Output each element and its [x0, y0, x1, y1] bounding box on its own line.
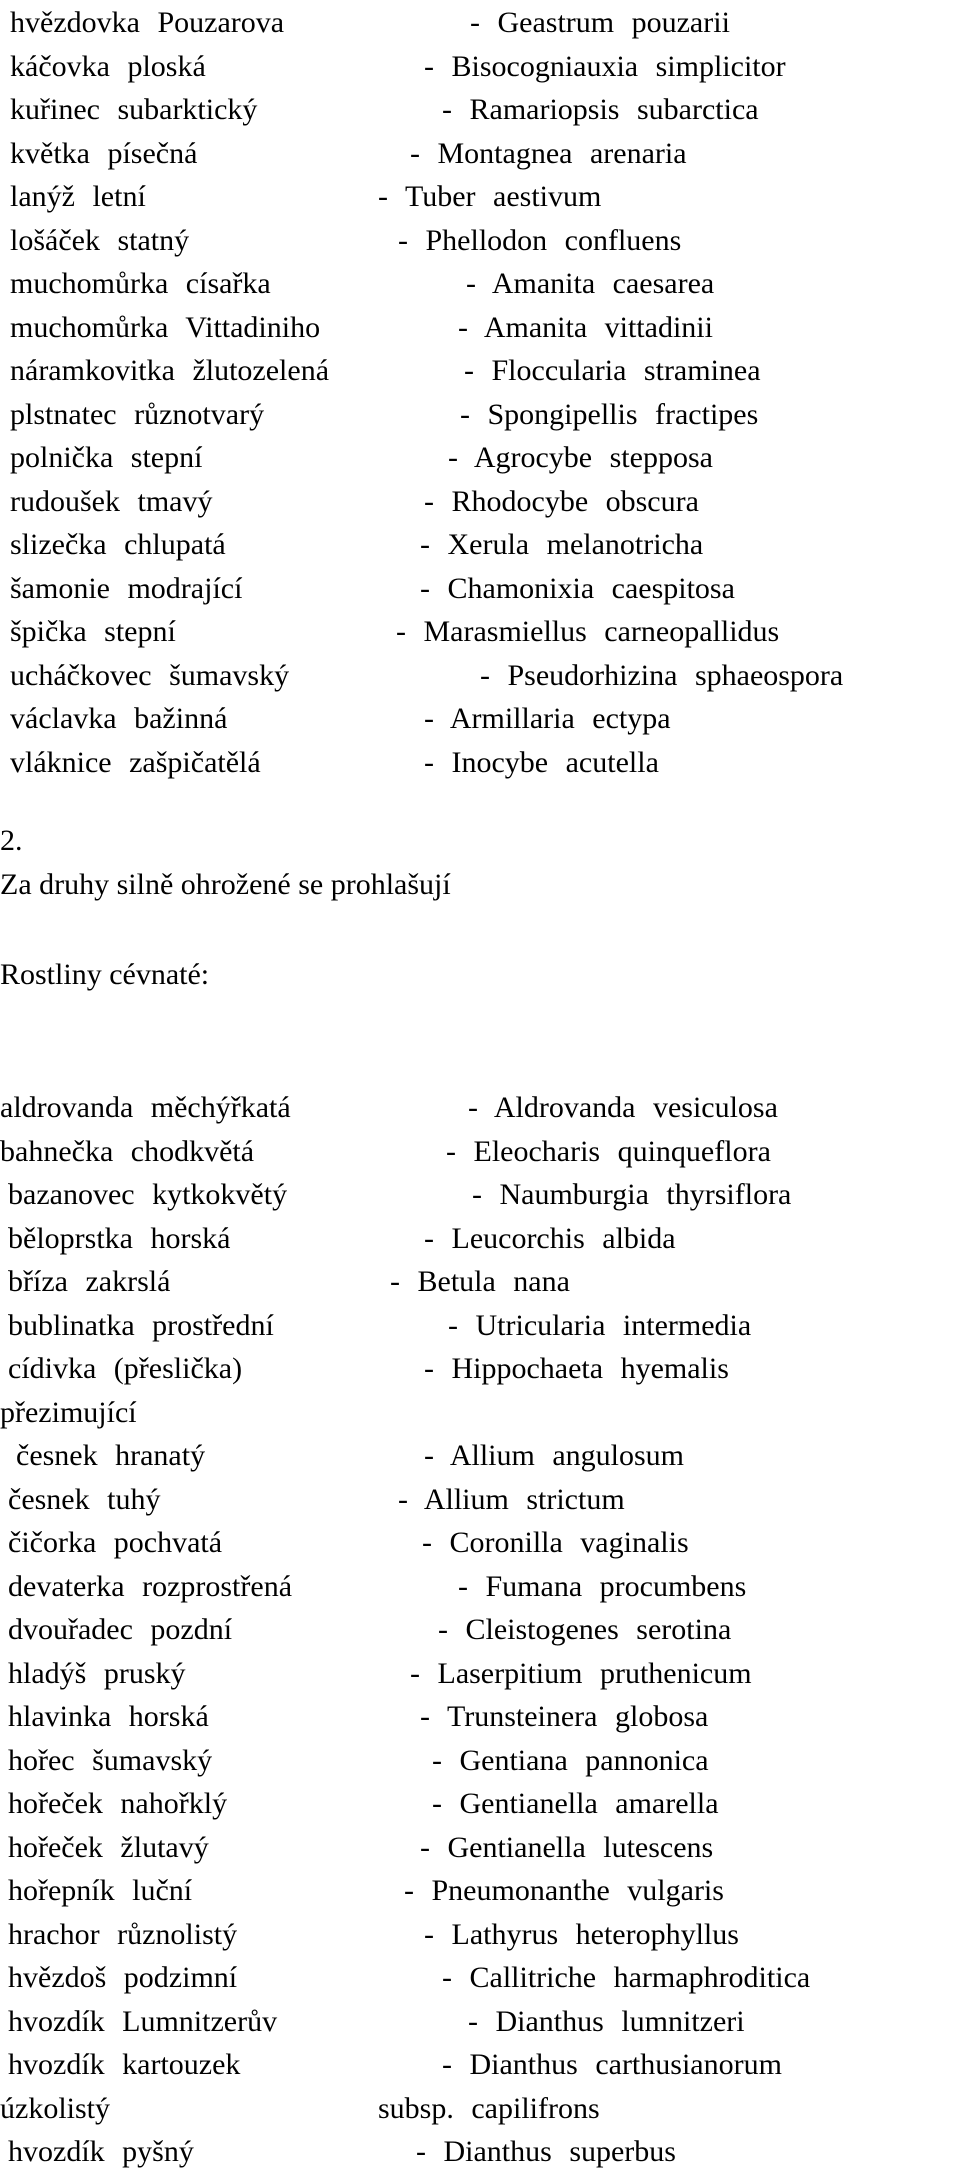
fungus-row — [0, 44, 960, 88]
fungus-latin-name: - Agrocybe stepposa — [448, 441, 713, 474]
fungus-czech-name: muchomůrka císařka — [10, 267, 271, 300]
plant-latin-name: - Allium angulosum — [424, 1439, 684, 1472]
fungus-czech-name: lošáček statný — [10, 223, 190, 257]
fungus-row — [0, 0, 960, 44]
plant-latin-name: - Gentiana pannonica — [432, 1743, 709, 1777]
plant-czech-name: česnek tuhý — [8, 1482, 161, 1516]
plant-latin-name: - Dianthus lumnitzeri — [468, 2004, 745, 2038]
fungus-row — [0, 566, 960, 610]
plant-latin-name: - Aldrovanda vesiculosa — [468, 1091, 778, 1124]
section-heading: Za druhy silně ohrožené se prohlašují — [0, 868, 451, 901]
plant-czech-name: přezimující — [0, 1395, 137, 1429]
plant-row — [0, 1216, 960, 1260]
plant-czech-name: hořeček žlutavý — [8, 1830, 209, 1864]
plant-latin-name: subsp. capilifrons — [378, 2091, 600, 2125]
fungus-row — [0, 261, 960, 305]
plant-row — [0, 1781, 960, 1825]
plant-czech-name: hvozdík kartouzek — [8, 2048, 241, 2081]
plant-czech-name: hladýš pruský — [8, 1656, 186, 1690]
plant-latin-name: - Betula nana — [390, 1265, 570, 1298]
fungus-latin-name: - Amanita vittadinii — [458, 310, 713, 344]
fungus-latin-name: - Tuber aestivum — [378, 180, 602, 213]
fungus-row — [0, 479, 960, 523]
fungus-row — [0, 392, 960, 436]
plant-row — [0, 1564, 960, 1608]
plant-row — [0, 1912, 960, 1956]
plant-czech-name: bazanovec kytkokvětý — [8, 1178, 288, 1211]
plant-latin-name: - Cleistogenes serotina — [438, 1613, 732, 1646]
fungus-latin-name: - Chamonixia caespitosa — [420, 571, 735, 605]
plant-czech-name: hlavinka horská — [8, 1700, 209, 1733]
fungus-czech-name: václavka bažinná — [10, 702, 228, 735]
fungus-latin-name: - Montagnea arenaria — [410, 136, 687, 170]
plant-row — [0, 2129, 960, 2173]
plant-czech-name: hvozdík pyšný — [8, 2135, 194, 2168]
plant-czech-name: česnek hranatý — [16, 1439, 206, 1472]
fungus-row — [0, 609, 960, 653]
fungus-row — [0, 348, 960, 392]
plant-czech-name: aldrovanda měchýřkatá — [0, 1091, 291, 1124]
fungus-latin-name: - Rhodocybe obscura — [424, 484, 699, 518]
plant-row — [0, 1607, 960, 1651]
fungus-czech-name: lanýž letní — [10, 180, 146, 213]
plant-row — [0, 1694, 960, 1738]
plant-row — [0, 1477, 960, 1521]
plant-latin-name: - Callitriche harmaphroditica — [442, 1961, 811, 1994]
fungus-row — [0, 522, 960, 566]
fungus-czech-name: vláknice zašpičatělá — [10, 745, 261, 779]
fungus-row — [0, 740, 960, 784]
fungus-latin-name: - Floccularia straminea — [464, 354, 761, 387]
fungus-latin-name: - Marasmiellus carneopallidus — [396, 615, 780, 648]
fungus-row — [0, 696, 960, 740]
plant-row — [0, 1825, 960, 1869]
plant-czech-name: úzkolistý — [0, 2091, 110, 2125]
plant-row — [0, 1651, 960, 1695]
fungus-czech-name: náramkovitka žlutozelená — [10, 354, 330, 387]
plant-row — [0, 1999, 960, 2043]
plant-czech-name: bublinatka prostřední — [8, 1308, 274, 1342]
plant-czech-name: hvozdík Lumnitzerův — [8, 2004, 278, 2038]
plant-czech-name: devaterka rozprostřená — [8, 1569, 293, 1603]
plant-row — [0, 1085, 960, 1129]
plant-latin-name: - Naumburgia thyrsiflora — [472, 1178, 792, 1211]
fungus-czech-name: hvězdovka Pouzarova — [10, 6, 285, 39]
fungus-latin-name: - Bisocogniauxia simplicitor — [424, 49, 786, 83]
fungus-czech-name: kuřinec subarktický — [10, 93, 258, 126]
plant-row — [0, 2086, 960, 2130]
fungus-row — [0, 653, 960, 697]
fungus-latin-name: - Amanita caesarea — [466, 267, 715, 300]
plant-latin-name: - Fumana procumbens — [458, 1569, 747, 1603]
plant-czech-name: hvězdoš podzimní — [8, 1961, 238, 1994]
fungus-czech-name: plstnatec různotvarý — [10, 397, 265, 431]
plant-latin-name: - Utricularia intermedia — [448, 1308, 752, 1342]
fungus-czech-name: šamonie modrající — [10, 571, 243, 605]
plant-latin-name: - Lathyrus heterophyllus — [424, 1917, 739, 1951]
plant-latin-name: - Gentianella lutescens — [420, 1830, 714, 1864]
plant-latin-name: - Coronilla vaginalis — [422, 1526, 689, 1559]
plant-czech-name: běloprstka horská — [8, 1221, 231, 1255]
fungus-row — [0, 305, 960, 349]
fungus-latin-name: - Phellodon confluens — [398, 223, 682, 257]
fungus-latin-name: - Spongipellis fractipes — [460, 397, 759, 431]
plant-row — [0, 1520, 960, 1564]
plant-row — [0, 1433, 960, 1477]
fungus-czech-name: rudoušek tmavý — [10, 484, 213, 518]
plant-czech-name: hořepník luční — [8, 1874, 193, 1907]
fungus-latin-name: - Armillaria ectypa — [424, 702, 671, 735]
fungus-czech-name: špička stepní — [10, 615, 176, 648]
fungus-row — [0, 435, 960, 479]
plant-row — [0, 1738, 960, 1782]
section-number: 2. — [0, 824, 23, 857]
plant-czech-name: čičorka pochvatá — [8, 1526, 223, 1559]
fungus-row — [0, 218, 960, 262]
plant-latin-name: - Leucorchis albida — [424, 1221, 676, 1255]
fungus-latin-name: - Inocybe acutella — [424, 745, 659, 779]
fungus-czech-name: muchomůrka Vittadiniho — [10, 310, 321, 344]
fungus-row — [0, 174, 960, 218]
fungus-latin-name: - Xerula melanotricha — [420, 528, 704, 561]
plant-czech-name: bahnečka chodkvětá — [0, 1134, 255, 1168]
plant-row — [0, 1346, 960, 1390]
fungus-czech-name: slizečka chlupatá — [10, 528, 226, 561]
plant-row — [0, 1172, 960, 1216]
plant-row — [0, 1390, 960, 1434]
fungus-czech-name: káčovka ploská — [10, 49, 206, 83]
plant-latin-name: - Pneumonanthe vulgaris — [404, 1874, 724, 1907]
plant-latin-name: - Eleocharis quinqueflora — [446, 1134, 771, 1168]
fungus-latin-name: - Ramariopsis subarctica — [442, 93, 759, 126]
fungus-row — [0, 131, 960, 175]
plant-row — [0, 1868, 960, 1912]
plant-latin-name: - Dianthus superbus — [416, 2135, 676, 2168]
plant-czech-name: cídivka (přeslička) — [8, 1352, 243, 1385]
plant-latin-name: - Hippochaeta hyemalis — [424, 1352, 729, 1385]
plant-czech-name: hrachor různolistý — [8, 1917, 238, 1951]
fungus-czech-name: polnička stepní — [10, 441, 203, 474]
plant-latin-name: - Gentianella amarella — [432, 1787, 719, 1820]
plant-row — [0, 1129, 960, 1173]
plant-czech-name: bříza zakrslá — [8, 1265, 171, 1298]
subsection-heading: Rostliny cévnaté: — [0, 958, 210, 991]
plant-row — [0, 1259, 960, 1303]
fungus-czech-name: květka písečná — [10, 136, 198, 170]
plant-row — [0, 1955, 960, 1999]
plant-latin-name: - Trunsteinera globosa — [420, 1700, 709, 1733]
plant-latin-name: - Allium strictum — [398, 1482, 625, 1516]
plant-latin-name: - Dianthus carthusianorum — [442, 2048, 782, 2081]
fungus-czech-name: ucháčkovec šumavský — [10, 658, 290, 692]
fungus-latin-name: - Pseudorhizina sphaeospora — [480, 658, 844, 692]
plant-row — [0, 1303, 960, 1347]
fungus-row — [0, 87, 960, 131]
plant-latin-name: - Laserpitium pruthenicum — [410, 1656, 752, 1690]
fungus-latin-name: - Geastrum pouzarii — [470, 6, 730, 39]
plant-czech-name: hořeček nahořklý — [8, 1787, 228, 1820]
plant-czech-name: hořec šumavský — [8, 1743, 213, 1777]
plant-czech-name: dvouřadec pozdní — [8, 1613, 233, 1646]
plant-row — [0, 2042, 960, 2086]
